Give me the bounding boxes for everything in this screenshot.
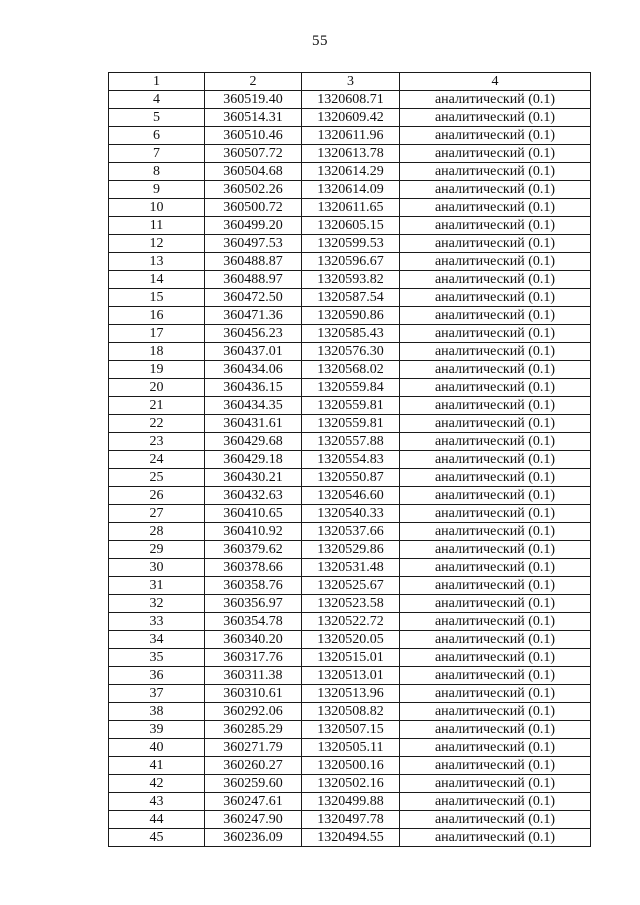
- point-number-cell: 9: [109, 181, 205, 199]
- y-coordinate-cell: 1320554.83: [302, 451, 400, 469]
- method-cell: аналитический (0.1): [400, 109, 591, 127]
- table-row: [109, 775, 591, 793]
- point-number-cell: 44: [109, 811, 205, 829]
- x-coordinate-cell: 360354.78: [205, 613, 302, 631]
- table-row: [109, 613, 591, 631]
- x-coordinate-cell: 360260.27: [205, 757, 302, 775]
- point-number-cell: 33: [109, 613, 205, 631]
- x-coordinate-cell: 360519.40: [205, 91, 302, 109]
- y-coordinate-cell: 1320497.78: [302, 811, 400, 829]
- method-cell: аналитический (0.1): [400, 379, 591, 397]
- x-coordinate-cell: 360456.23: [205, 325, 302, 343]
- y-coordinate-cell: 1320596.67: [302, 253, 400, 271]
- y-coordinate-cell: 1320613.78: [302, 145, 400, 163]
- x-coordinate-cell: 360510.46: [205, 127, 302, 145]
- x-coordinate-cell: 360434.35: [205, 397, 302, 415]
- point-number-cell: 17: [109, 325, 205, 343]
- method-cell: аналитический (0.1): [400, 415, 591, 433]
- point-number-cell: 34: [109, 631, 205, 649]
- y-coordinate-cell: 1320505.11: [302, 739, 400, 757]
- method-cell: аналитический (0.1): [400, 181, 591, 199]
- header-cell-3: 3: [302, 73, 400, 91]
- y-coordinate-cell: 1320525.67: [302, 577, 400, 595]
- x-coordinate-cell: 360507.72: [205, 145, 302, 163]
- point-number-cell: 38: [109, 703, 205, 721]
- point-number-cell: 39: [109, 721, 205, 739]
- y-coordinate-cell: 1320507.15: [302, 721, 400, 739]
- y-coordinate-cell: 1320499.88: [302, 793, 400, 811]
- table-row: [109, 649, 591, 667]
- y-coordinate-cell: 1320593.82: [302, 271, 400, 289]
- table-row: [109, 307, 591, 325]
- point-number-cell: 42: [109, 775, 205, 793]
- y-coordinate-cell: 1320508.82: [302, 703, 400, 721]
- y-coordinate-cell: 1320608.71: [302, 91, 400, 109]
- method-cell: аналитический (0.1): [400, 631, 591, 649]
- point-number-cell: 21: [109, 397, 205, 415]
- y-coordinate-cell: 1320550.87: [302, 469, 400, 487]
- x-coordinate-cell: 360379.62: [205, 541, 302, 559]
- point-number-cell: 37: [109, 685, 205, 703]
- page-number: 55: [312, 33, 328, 49]
- method-cell: аналитический (0.1): [400, 649, 591, 667]
- point-number-cell: 27: [109, 505, 205, 523]
- point-number-cell: 6: [109, 127, 205, 145]
- table-row: [109, 361, 591, 379]
- method-cell: аналитический (0.1): [400, 361, 591, 379]
- x-coordinate-cell: 360311.38: [205, 667, 302, 685]
- header-cell-4: 4: [400, 73, 591, 91]
- header-cell-2: 2: [205, 73, 302, 91]
- method-cell: аналитический (0.1): [400, 271, 591, 289]
- header-cell-1: 1: [109, 73, 205, 91]
- point-number-cell: 31: [109, 577, 205, 595]
- y-coordinate-cell: 1320546.60: [302, 487, 400, 505]
- method-cell: аналитический (0.1): [400, 91, 591, 109]
- x-coordinate-cell: 360430.21: [205, 469, 302, 487]
- point-number-cell: 7: [109, 145, 205, 163]
- method-cell: аналитический (0.1): [400, 343, 591, 361]
- table-row: [109, 829, 591, 847]
- method-cell: аналитический (0.1): [400, 253, 591, 271]
- x-coordinate-cell: 360247.90: [205, 811, 302, 829]
- table-row: [109, 325, 591, 343]
- point-number-cell: 26: [109, 487, 205, 505]
- point-number-cell: 18: [109, 343, 205, 361]
- x-coordinate-cell: 360310.61: [205, 685, 302, 703]
- method-cell: аналитический (0.1): [400, 217, 591, 235]
- x-coordinate-cell: 360514.31: [205, 109, 302, 127]
- method-cell: аналитический (0.1): [400, 487, 591, 505]
- method-cell: аналитический (0.1): [400, 613, 591, 631]
- x-coordinate-cell: 360410.92: [205, 523, 302, 541]
- table-row: [109, 415, 591, 433]
- point-number-cell: 15: [109, 289, 205, 307]
- method-cell: аналитический (0.1): [400, 523, 591, 541]
- table-row: [109, 559, 591, 577]
- table-row: [109, 541, 591, 559]
- method-cell: аналитический (0.1): [400, 469, 591, 487]
- point-number-cell: 14: [109, 271, 205, 289]
- method-cell: аналитический (0.1): [400, 667, 591, 685]
- x-coordinate-cell: 360488.97: [205, 271, 302, 289]
- y-coordinate-cell: 1320590.86: [302, 307, 400, 325]
- x-coordinate-cell: 360497.53: [205, 235, 302, 253]
- point-number-cell: 40: [109, 739, 205, 757]
- table-row: [109, 469, 591, 487]
- x-coordinate-cell: 360499.20: [205, 217, 302, 235]
- method-cell: аналитический (0.1): [400, 145, 591, 163]
- method-cell: аналитический (0.1): [400, 739, 591, 757]
- x-coordinate-cell: 360247.61: [205, 793, 302, 811]
- y-coordinate-cell: 1320611.65: [302, 199, 400, 217]
- method-cell: аналитический (0.1): [400, 793, 591, 811]
- method-cell: аналитический (0.1): [400, 199, 591, 217]
- table-row: [109, 343, 591, 361]
- x-coordinate-cell: 360502.26: [205, 181, 302, 199]
- table-row: [109, 91, 591, 109]
- method-cell: аналитический (0.1): [400, 811, 591, 829]
- y-coordinate-cell: 1320522.72: [302, 613, 400, 631]
- y-coordinate-cell: 1320609.42: [302, 109, 400, 127]
- x-coordinate-cell: 360317.76: [205, 649, 302, 667]
- table-row: [109, 397, 591, 415]
- table-row: [109, 793, 591, 811]
- table-header: [109, 73, 591, 91]
- x-coordinate-cell: 360292.06: [205, 703, 302, 721]
- method-cell: аналитический (0.1): [400, 541, 591, 559]
- x-coordinate-cell: 360432.63: [205, 487, 302, 505]
- table-row: [109, 163, 591, 181]
- method-cell: аналитический (0.1): [400, 235, 591, 253]
- x-coordinate-cell: 360356.97: [205, 595, 302, 613]
- table-row: [109, 595, 591, 613]
- x-coordinate-cell: 360378.66: [205, 559, 302, 577]
- point-number-cell: 16: [109, 307, 205, 325]
- point-number-cell: 30: [109, 559, 205, 577]
- y-coordinate-cell: 1320557.88: [302, 433, 400, 451]
- table-row: [109, 703, 591, 721]
- y-coordinate-cell: 1320614.29: [302, 163, 400, 181]
- table-row: [109, 505, 591, 523]
- point-number-cell: 8: [109, 163, 205, 181]
- method-cell: аналитический (0.1): [400, 721, 591, 739]
- x-coordinate-cell: 360429.68: [205, 433, 302, 451]
- method-cell: аналитический (0.1): [400, 685, 591, 703]
- y-coordinate-cell: 1320559.84: [302, 379, 400, 397]
- table-row: [109, 127, 591, 145]
- y-coordinate-cell: 1320513.01: [302, 667, 400, 685]
- table-row: [109, 253, 591, 271]
- x-coordinate-cell: 360504.68: [205, 163, 302, 181]
- coordinates-table: [108, 72, 591, 847]
- y-coordinate-cell: 1320502.16: [302, 775, 400, 793]
- point-number-cell: 29: [109, 541, 205, 559]
- method-cell: аналитический (0.1): [400, 325, 591, 343]
- table-row: [109, 199, 591, 217]
- method-cell: аналитический (0.1): [400, 505, 591, 523]
- table-row: [109, 379, 591, 397]
- x-coordinate-cell: 360434.06: [205, 361, 302, 379]
- table-row: [109, 487, 591, 505]
- point-number-cell: 22: [109, 415, 205, 433]
- method-cell: аналитический (0.1): [400, 397, 591, 415]
- x-coordinate-cell: 360471.36: [205, 307, 302, 325]
- point-number-cell: 32: [109, 595, 205, 613]
- x-coordinate-cell: 360472.50: [205, 289, 302, 307]
- point-number-cell: 4: [109, 91, 205, 109]
- table-row: [109, 109, 591, 127]
- table-row: [109, 523, 591, 541]
- point-number-cell: 28: [109, 523, 205, 541]
- header-row: [109, 73, 591, 91]
- method-cell: аналитический (0.1): [400, 289, 591, 307]
- method-cell: аналитический (0.1): [400, 775, 591, 793]
- x-coordinate-cell: 360488.87: [205, 253, 302, 271]
- y-coordinate-cell: 1320540.33: [302, 505, 400, 523]
- point-number-cell: 12: [109, 235, 205, 253]
- x-coordinate-cell: 360285.29: [205, 721, 302, 739]
- table-row: [109, 181, 591, 199]
- method-cell: аналитический (0.1): [400, 559, 591, 577]
- x-coordinate-cell: 360259.60: [205, 775, 302, 793]
- x-coordinate-cell: 360236.09: [205, 829, 302, 847]
- y-coordinate-cell: 1320585.43: [302, 325, 400, 343]
- x-coordinate-cell: 360358.76: [205, 577, 302, 595]
- x-coordinate-cell: 360271.79: [205, 739, 302, 757]
- point-number-cell: 36: [109, 667, 205, 685]
- table-row: [109, 433, 591, 451]
- table-body: [109, 91, 591, 847]
- x-coordinate-cell: 360410.65: [205, 505, 302, 523]
- table-row: [109, 451, 591, 469]
- y-coordinate-cell: 1320568.02: [302, 361, 400, 379]
- y-coordinate-cell: 1320515.01: [302, 649, 400, 667]
- method-cell: аналитический (0.1): [400, 703, 591, 721]
- y-coordinate-cell: 1320614.09: [302, 181, 400, 199]
- point-number-cell: 5: [109, 109, 205, 127]
- x-coordinate-cell: 360340.20: [205, 631, 302, 649]
- x-coordinate-cell: 360500.72: [205, 199, 302, 217]
- y-coordinate-cell: 1320500.16: [302, 757, 400, 775]
- table-row: [109, 289, 591, 307]
- point-number-cell: 10: [109, 199, 205, 217]
- x-coordinate-cell: 360431.61: [205, 415, 302, 433]
- table-row: [109, 271, 591, 289]
- point-number-cell: 45: [109, 829, 205, 847]
- method-cell: аналитический (0.1): [400, 307, 591, 325]
- y-coordinate-cell: 1320537.66: [302, 523, 400, 541]
- point-number-cell: 20: [109, 379, 205, 397]
- table-row: [109, 235, 591, 253]
- point-number-cell: 13: [109, 253, 205, 271]
- method-cell: аналитический (0.1): [400, 757, 591, 775]
- y-coordinate-cell: 1320494.55: [302, 829, 400, 847]
- point-number-cell: 41: [109, 757, 205, 775]
- table-row: [109, 811, 591, 829]
- table-row: [109, 631, 591, 649]
- table-row: [109, 757, 591, 775]
- method-cell: аналитический (0.1): [400, 595, 591, 613]
- table-row: [109, 721, 591, 739]
- x-coordinate-cell: 360429.18: [205, 451, 302, 469]
- point-number-cell: 43: [109, 793, 205, 811]
- point-number-cell: 25: [109, 469, 205, 487]
- method-cell: аналитический (0.1): [400, 577, 591, 595]
- x-coordinate-cell: 360437.01: [205, 343, 302, 361]
- y-coordinate-cell: 1320611.96: [302, 127, 400, 145]
- y-coordinate-cell: 1320599.53: [302, 235, 400, 253]
- table-row: [109, 667, 591, 685]
- y-coordinate-cell: 1320513.96: [302, 685, 400, 703]
- method-cell: аналитический (0.1): [400, 163, 591, 181]
- table-row: [109, 685, 591, 703]
- table-row: [109, 145, 591, 163]
- table-row: [109, 739, 591, 757]
- point-number-cell: 11: [109, 217, 205, 235]
- point-number-cell: 35: [109, 649, 205, 667]
- table-row: [109, 217, 591, 235]
- y-coordinate-cell: 1320523.58: [302, 595, 400, 613]
- method-cell: аналитический (0.1): [400, 127, 591, 145]
- point-number-cell: 19: [109, 361, 205, 379]
- x-coordinate-cell: 360436.15: [205, 379, 302, 397]
- y-coordinate-cell: 1320587.54: [302, 289, 400, 307]
- y-coordinate-cell: 1320559.81: [302, 397, 400, 415]
- method-cell: аналитический (0.1): [400, 433, 591, 451]
- method-cell: аналитический (0.1): [400, 829, 591, 847]
- y-coordinate-cell: 1320605.15: [302, 217, 400, 235]
- point-number-cell: 24: [109, 451, 205, 469]
- y-coordinate-cell: 1320576.30: [302, 343, 400, 361]
- y-coordinate-cell: 1320520.05: [302, 631, 400, 649]
- point-number-cell: 23: [109, 433, 205, 451]
- y-coordinate-cell: 1320529.86: [302, 541, 400, 559]
- table-row: [109, 577, 591, 595]
- method-cell: аналитический (0.1): [400, 451, 591, 469]
- y-coordinate-cell: 1320531.48: [302, 559, 400, 577]
- y-coordinate-cell: 1320559.81: [302, 415, 400, 433]
